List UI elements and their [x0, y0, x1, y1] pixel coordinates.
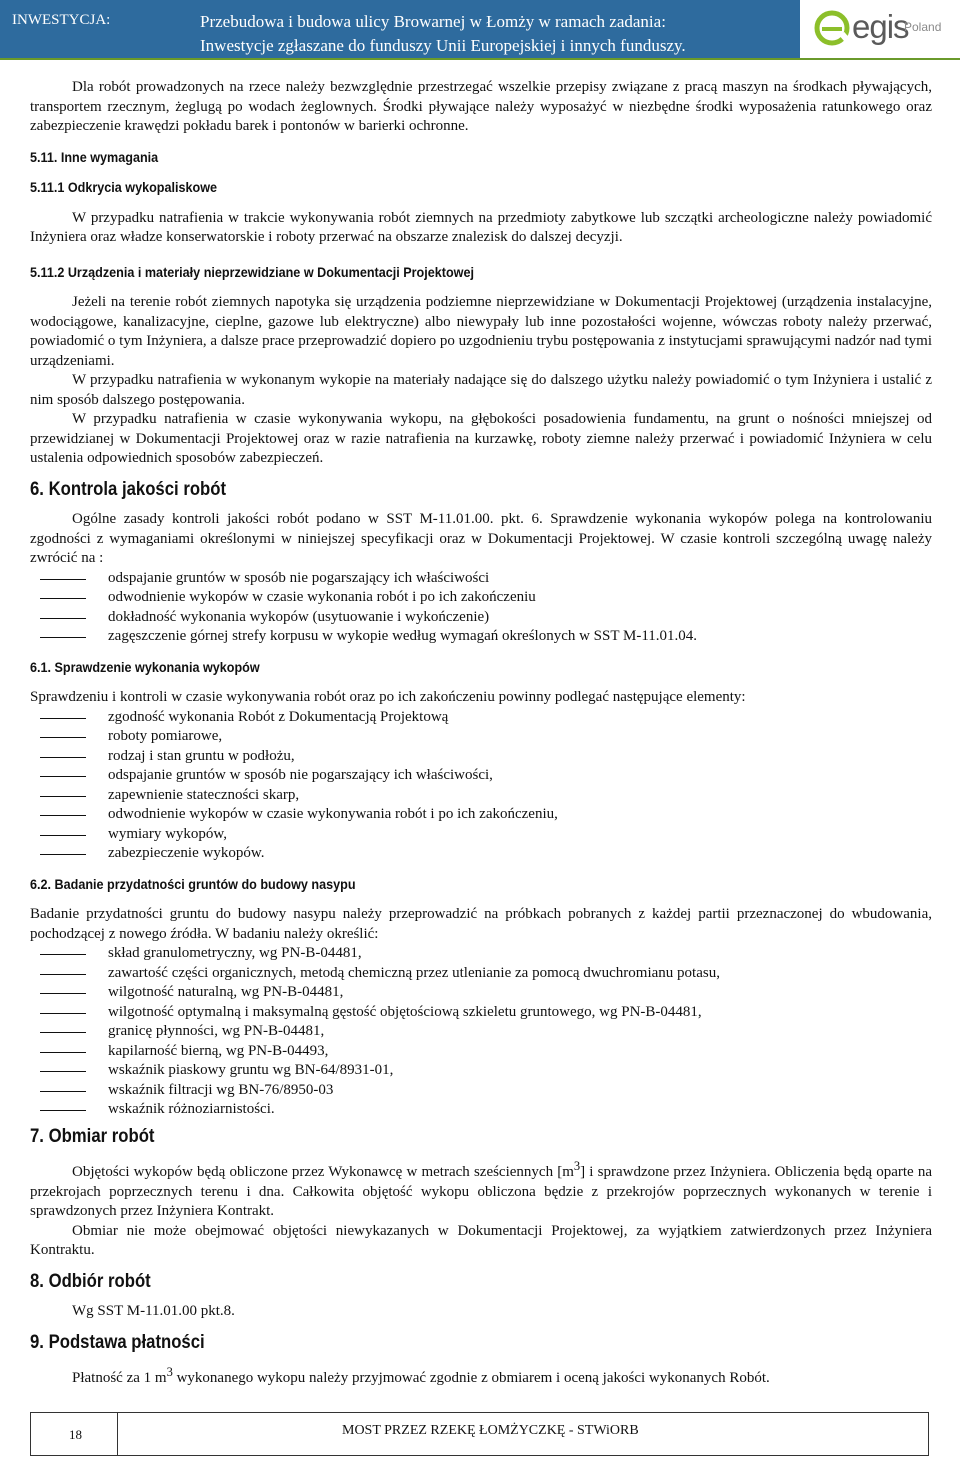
list-item: granicę płynności, wg PN-B-04481,	[30, 1022, 932, 1042]
document-body	[30, 78, 932, 1389]
section-6-list	[30, 569, 932, 647]
list-item: zabezpieczenie wykopów.	[30, 844, 932, 864]
list-item: zawartość części organicznych, metodą chemiczną przez utlenianie za pomocą dwuchromianu potasu,	[30, 964, 932, 984]
text-span: Objętości wykopów będą obliczone przez Wykonawcę w metrach sześciennych [m	[72, 1164, 574, 1180]
header-divider	[0, 58, 960, 60]
section-6-2-list	[30, 944, 932, 1120]
list-item: wymiary wykopów,	[30, 825, 932, 845]
section-5-11-2-paragraph-3: W przypadku natrafienia w czasie wykonywania wykopu, na głębokości posadowienia fundamentu, na grunt o nośności mniejszej od przewidzianej w Dokumentacji Projektowej oraz w razie natrafienia na kurzawkę, roboty ziemne należy przerwać i powiadomić Inżyniera w celu ustalenia odpowiednich sposobów zabezpieczeń.	[30, 411, 932, 466]
list-item: wskaźnik piaskowy gruntu wg BN-64/8931-01,	[30, 1061, 932, 1081]
egis-logo-icon	[812, 8, 852, 48]
investment-label: INWESTYCJA:	[12, 12, 111, 28]
project-title-line2: Inwestycje zgłaszane do funduszy Unii Europejskiej i innych funduszy.	[200, 36, 686, 55]
text-span: wykonanego wykopu należy przyjmować zgodnie z obmiarem i oceną jakości wykonanych Robót.	[172, 1370, 770, 1386]
section-5-11-heading: 5.11. Inne wymagania	[30, 148, 159, 165]
section-6-1-paragraph: Sprawdzeniu i kontroli w czasie wykonywania robót oraz po ich zakończeniu powinny podlegać następujące elementy:	[30, 689, 746, 705]
superscript: 3	[166, 1365, 173, 1379]
list-item: rodzaj i stan gruntu w podłożu,	[30, 747, 932, 767]
superscript: 3	[573, 1159, 581, 1173]
section-5-11-2-paragraph-1: Jeżeli na terenie robót ziemnych napotyka się urządzenia podziemne nieprzewidziane w Dokumentacji Projektowej (urządzenia instalacyjne, wodociągowe, kanalizacyjne, cieplne, gazowe lub elektryczne) albo niewypały lub inne pozostałości wojenne, wówczas roboty należy przerwać, powiadomić o tym Inżyniera, a dalsze prace przeprowadzić dopiero po uzgodnieniu trybu postępowania z instytucjami sprawującymi nadzór nad tymi urządzeniami.	[30, 294, 932, 369]
section-8-heading: 8. Odbiór robót	[30, 1270, 151, 1292]
section-5-11-2-paragraph-2: W przypadku natrafienia w wykonanym wykopie na materiały nadające się do dalszego użytku należy powiadomić o tym Inżyniera i ustalić z nim sposób dalszego postępowania.	[30, 372, 932, 408]
project-title-line1: Przebudowa i budowa ulicy Browarnej w Łomży w ramach zadania:	[200, 12, 666, 31]
logo-country: Poland	[904, 20, 942, 34]
list-item: zgodność wykonania Robót z Dokumentacją Projektową	[30, 708, 932, 728]
list-item: wskaźnik filtracji wg BN-76/8950-03	[30, 1081, 932, 1101]
text-span: ] i sprawdzone przez Inżyniera. Obliczenia będą oparte na przekrojach poprzecznych terenu i dna. Całkowita objętość wykopu obliczona będzie z przekrojów poprzecznych wykonanych w terenie i sprawdzonych przez Inżyniera Kontrakt.	[30, 1164, 932, 1219]
page-header	[0, 0, 960, 60]
intro-paragraph: Dla robót prowadzonych na rzece należy bezwzględnie przestrzegać wszelkie przepisy związane z pracą maszyn na środkach pływających, transportem rzecznym, żeglugą po wodach żeglownych. Środki pływające należy wyposażyć w niezbędne środki wyposażenia ratunkowego oraz zabezpieczenie krawędzi pokładu barek i pontonów w barierki ochronne.	[30, 79, 932, 134]
section-9-paragraph	[30, 1363, 932, 1389]
company-logo	[800, 0, 960, 58]
list-item: kapilarność bierną, wg PN-B-04493,	[30, 1042, 932, 1062]
section-7-paragraph-2: Obmiar nie może obejmować objętości niewykazanych w Dokumentacji Projektowej, za wyjątkiem zatwierdzonych przez Inżyniera Kontraktu.	[30, 1222, 932, 1258]
section-6-1-list	[30, 708, 932, 864]
section-6-heading: 6. Kontrola jakości robót	[30, 478, 227, 500]
list-item: wskaźnik różnoziarnistości.	[30, 1100, 932, 1120]
text-span: Płatność za 1 m	[72, 1370, 167, 1386]
project-title-cell	[188, 0, 800, 58]
list-item: odwodnienie wykopów w czasie wykonania robót i po ich zakończeniu	[30, 588, 932, 608]
section-5-11-1-heading: 5.11.1 Odkrycia wykopaliskowe	[30, 179, 218, 195]
list-item: wilgotność optymalną i maksymalną gęstość objętościową szkieletu gruntowego, wg PN-B-04481,	[30, 1003, 932, 1023]
section-5-11-1-paragraph: W przypadku natrafienia w trakcie wykonywania robót ziemnych na przedmioty zabytkowe lub szczątki archeologiczne należy powiadomić Inżyniera oraz władze konserwatorskie i roboty przerwać na obszarze znalezisk do dalszej decyzji.	[30, 209, 932, 245]
page-footer	[30, 1412, 930, 1454]
list-item: skład granulometryczny, wg PN-B-04481,	[30, 944, 932, 964]
section-9-heading: 9. Podstawa płatności	[30, 1331, 205, 1353]
section-8-paragraph: Wg SST M-11.01.00 pkt.8.	[72, 1303, 235, 1319]
list-item: odwodnienie wykopów w czasie wykonywania robót i po ich zakończeniu,	[30, 805, 932, 825]
section-7-paragraph-1	[30, 1157, 932, 1222]
page-number: 18	[69, 1427, 82, 1442]
section-6-2-heading: 6.2. Badanie przydatności gruntów do budowy nasypu	[30, 875, 356, 892]
investment-label-cell	[0, 0, 188, 58]
logo-wordmark: egis	[852, 8, 909, 45]
footer-title-cell	[116, 1412, 929, 1456]
list-item: zapewnienie stateczności skarp,	[30, 786, 932, 806]
list-item: wilgotność naturalną, wg PN-B-04481,	[30, 983, 932, 1003]
page-number-cell	[30, 1412, 118, 1456]
section-6-1-heading: 6.1. Sprawdzenie wykonania wykopów	[30, 658, 260, 675]
list-item: roboty pomiarowe,	[30, 727, 932, 747]
list-item: zagęszczenie górnej strefy korpusu w wykopie według wymagań określonych w SST M-11.01.04.	[30, 627, 932, 647]
footer-title: MOST PRZEZ RZEKĘ ŁOMŻYCZKĘ - STWiORB	[342, 1423, 639, 1438]
section-6-2-paragraph: Badanie przydatności gruntu do budowy nasypu należy przeprowadzić na próbkach pobranych z każdej partii przeznaczonej do wbudowania, pochodzącej z nowego źródła. W badaniu należy określić:	[30, 906, 932, 942]
list-item: odspajanie gruntów w sposób nie pogarszający ich właściwości	[30, 569, 932, 589]
list-item: odspajanie gruntów w sposób nie pogarszający ich właściwości,	[30, 766, 932, 786]
section-6-paragraph: Ogólne zasady kontroli jakości robót podano w SST M-11.01.00. pkt. 6. Sprawdzenie wykonania wykopów polega na kontrolowaniu zgodności z wymaganiami określonymi w niniejszej specyfikacji oraz w Dokumentacji Projektowej. W czasie kontroli szczególną uwagę należy zwrócić na :	[30, 511, 932, 566]
section-7-heading: 7. Obmiar robót	[30, 1125, 155, 1147]
list-item: dokładność wykonania wykopów (usytuowanie i wykończenie)	[30, 608, 932, 628]
section-5-11-2-heading: 5.11.2 Urządzenia i materiały nieprzewidziane w Dokumentacji Projektowej	[30, 263, 474, 280]
